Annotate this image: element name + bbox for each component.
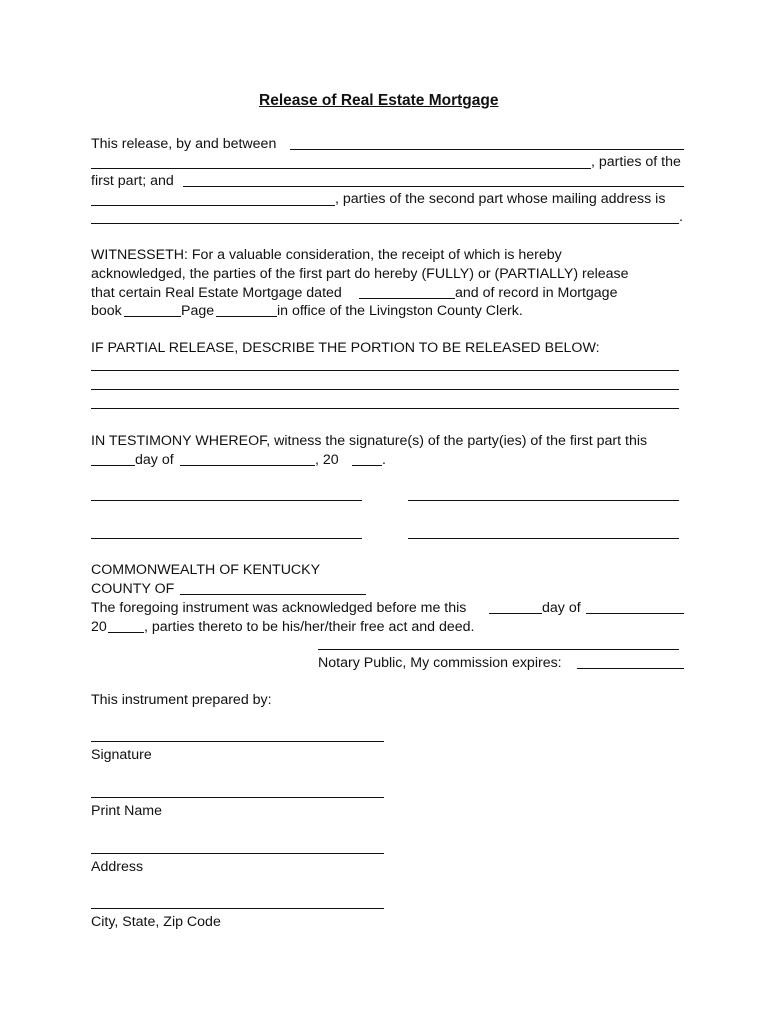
testimony-year-prefix: , 20 <box>315 452 339 468</box>
party-signature-line-4[interactable] <box>408 538 679 539</box>
commission-expires-line[interactable] <box>577 668 684 669</box>
testimony-end-period: . <box>382 452 386 468</box>
ack-year-line[interactable] <box>108 632 144 633</box>
party-signature-line-3[interactable] <box>91 538 362 539</box>
witnesseth-line-3b: and of record in Mortgage <box>455 285 618 301</box>
first-party-name-line[interactable] <box>290 149 684 150</box>
ack-year-prefix: 20 <box>91 619 107 635</box>
testimony-day-line[interactable] <box>91 465 135 466</box>
preparer-print-name-label: Print Name <box>91 803 162 819</box>
first-party-name-line-2[interactable] <box>91 168 591 169</box>
partial-release-line-1[interactable] <box>91 370 679 371</box>
preparer-print-name-line[interactable] <box>91 797 384 798</box>
prepared-by-label: This instrument prepared by: <box>91 692 272 708</box>
partial-release-heading: IF PARTIAL RELEASE, DESCRIBE THE PORTION TO BE RELEASED BELOW: <box>91 340 600 356</box>
witnesseth-line-1: WITNESSETH: For a valuable consideration, the receipt of which is hereby <box>91 247 562 263</box>
witnesseth-line-2: acknowledged, the parties of the first part do hereby (FULLY) or (PARTIALLY) release <box>91 266 629 282</box>
ack-day-line[interactable] <box>489 613 542 614</box>
preparer-address-label: Address <box>91 859 144 875</box>
parties-intro-text: This release, by and between <box>91 136 277 152</box>
address-end-period: . <box>679 209 683 225</box>
county-of-label: COUNTY OF <box>91 581 175 597</box>
party-signature-line-2[interactable] <box>408 500 679 501</box>
ack-day-of-label: day of <box>542 600 581 616</box>
commonwealth-label: COMMONWEALTH OF KENTUCKY <box>91 562 321 578</box>
partial-release-line-3[interactable] <box>91 408 679 409</box>
mortgage-date-line[interactable] <box>359 298 455 299</box>
testimony-year-line[interactable] <box>352 465 382 466</box>
testimony-month-line[interactable] <box>180 465 315 466</box>
partial-release-line-2[interactable] <box>91 389 679 390</box>
preparer-city-state-zip-line[interactable] <box>91 908 384 909</box>
acknowledgment-text-c: , parties thereto to be his/her/their free act and deed. <box>144 619 475 635</box>
ack-month-line[interactable] <box>586 613 684 614</box>
witnesseth-line-4c: in office of the Livingston County Clerk. <box>277 303 523 319</box>
witnesseth-page-label: Page <box>181 303 215 319</box>
acknowledgment-text-a: The foregoing instrument was acknowledged before me this <box>91 600 467 616</box>
page-title: Release of Real Estate Mortgage <box>259 92 499 109</box>
notary-signature-line[interactable] <box>318 649 679 650</box>
preparer-signature-label: Signature <box>91 747 152 763</box>
mailing-address-line[interactable] <box>91 223 679 224</box>
witnesseth-line-3a: that certain Real Estate Mortgage dated <box>91 285 342 301</box>
county-name-line[interactable] <box>180 594 366 595</box>
party-signature-line-1[interactable] <box>91 500 362 501</box>
testimony-day-of-label: day of <box>135 452 174 468</box>
mortgage-book-line[interactable] <box>124 316 181 317</box>
second-part-suffix-text: , parties of the second part whose mailing address is <box>335 191 666 207</box>
second-party-name-line-2[interactable] <box>91 205 335 206</box>
preparer-address-line[interactable] <box>91 853 384 854</box>
first-part-label: first part; and <box>91 173 174 189</box>
first-part-suffix-text: , parties of the <box>591 154 681 170</box>
mortgage-page-line[interactable] <box>216 316 277 317</box>
testimony-line-1: IN TESTIMONY WHEREOF, witness the signature(s) of the party(ies) of the first part this <box>91 433 648 449</box>
preparer-city-state-zip-label: City, State, Zip Code <box>91 914 221 930</box>
preparer-signature-line[interactable] <box>91 741 384 742</box>
witnesseth-book-label: book <box>91 303 122 319</box>
notary-label: Notary Public, My commission expires: <box>318 655 562 671</box>
second-party-name-line[interactable] <box>183 186 684 187</box>
